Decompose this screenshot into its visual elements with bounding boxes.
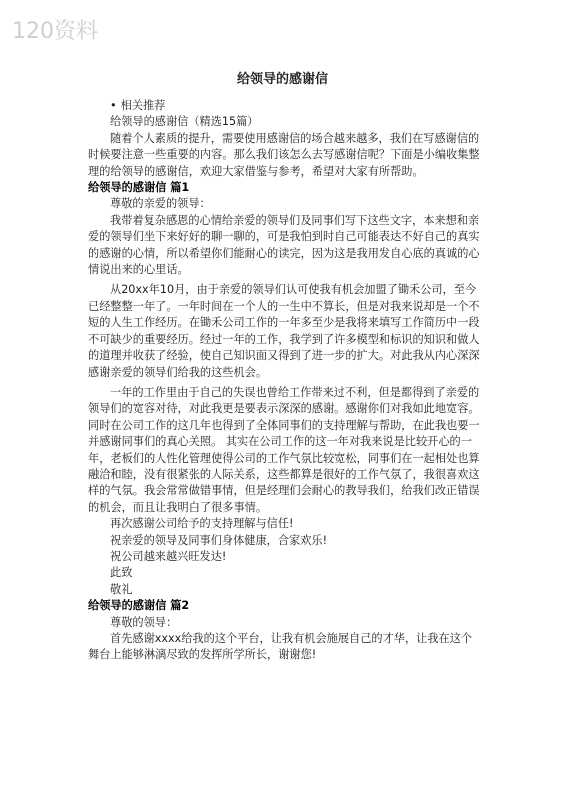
document-body — [88, 98, 482, 664]
section-2-salutation: 尊敬的领导： — [110, 615, 178, 629]
section-1-paragraph-2: 从20xx年10月，由于亲爱的领导们认可使我有机会加盟了锄禾公司，至今已经整整一年了。一年时间在一个人的一生中不算长，但是对我来说却是一个不短的人生工作经历。在锄禾公司工作的一年多至少是我将来填写工作简历中一段不可缺少的重要经历。经过一年的工作，我学到了许多模型和标识的知识和做人的道理并收获了经验，使自己知识面又得到了进一步的扩大。对此我从内心深深感谢亲爱的领导们给我的这些机会。 — [88, 283, 480, 379]
related-bullet[interactable]: • 相关推荐 — [88, 98, 482, 114]
collection-title: 给领导的感谢信（精选15篇） — [110, 115, 259, 129]
section-1-closing-4: 此致 — [110, 566, 133, 580]
section-1-closing-1: 再次感谢公司给予的支持理解与信任! — [110, 517, 294, 531]
section-2-paragraph-1: 首先感谢xxxx给我的这个平台，让我有机会施展自己的才华，让我在这个舞台上能够淋漓尽致的发挥所学所长，谢谢您! — [88, 632, 473, 662]
section-1-salutation: 尊敬的亲爱的领导： — [110, 197, 211, 211]
section-1-closing-2: 祝亲爱的领导及同事们身体健康，合家欢乐! — [110, 533, 328, 547]
intro-paragraph: 随着个人素质的提升，需要使用感谢信的场合越来越多，我们在写感谢信的时候要注意一些重要的内容。那么我们该怎么去写感谢信呢？下面是小编收集整理的给领导的感谢信，欢迎大家借鉴与参考，希望对大家有所帮助。 — [88, 131, 480, 178]
section-1-paragraph-3: 一年的工作里由于自己的失误也曾给工作带来过不利，但是都得到了亲爱的领导们的宽容对待，对此我更是要表示深深的感谢。感谢你们对我如此地宽容。同时在公司工作的这几年也得到了全体同事们的支持理解与帮助，在此我也要一并感谢同事们的真心关照。 其实在公司工作的这一年对我来说是比较开心的一年，老板们的人性化管理使得公司的工作气氛比较宽松，同事们在一起相处也算融洽和睦，没有很紧张的人际关系，这些都算是很好的工作气氛了，我很喜欢这样的气氛。我会常常做错事情，但是经理们会耐心的教导我们，给我们改正错误的机会，而且让我明白了很多事情。 — [88, 385, 480, 514]
section-1-heading: 给领导的感谢信 篇1 — [88, 181, 190, 195]
section-2-heading: 给领导的感谢信 篇2 — [88, 599, 190, 613]
section-1-paragraph-1: 我带着复杂感恩的心情给亲爱的领导们及同事们写下这些文字，本来想和亲爱的领导们坐下来好好的聊一聊的，可是我怕到时自己可能表达不好自己的真实的感谢的心情，所以希望你们能耐心的读完，因为这是我用发自心底的真诚的心情说出来的心里话。 — [88, 213, 480, 277]
section-1-closing-3: 祝公司越来越兴旺发达! — [110, 549, 227, 563]
section-1-closing-5: 敬礼 — [110, 582, 133, 596]
watermark-logo: 120资料 — [12, 19, 98, 44]
page-title: 给领导的感谢信 — [236, 72, 328, 87]
